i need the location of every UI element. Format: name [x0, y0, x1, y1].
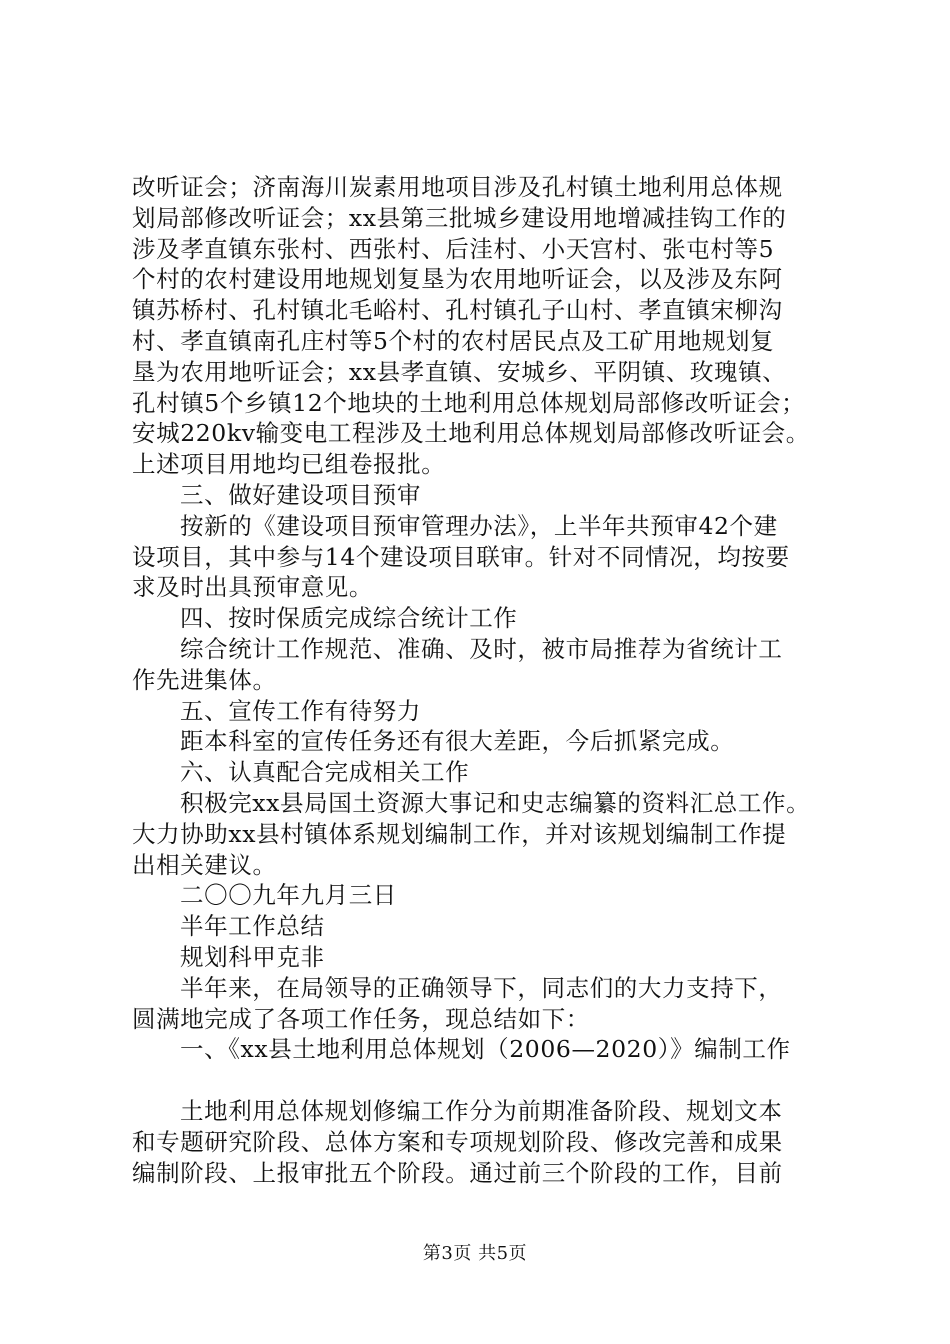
text-line: 规划科甲克非 [180, 942, 325, 971]
document-body [132, 172, 832, 1188]
text-line: 五、宣传工作有待努力 [180, 696, 421, 725]
text-line: 大力协助xx县村镇体系规划编制工作，并对该规划编制工作提 [132, 819, 787, 848]
text-line: 设项目，其中参与14个建设项目联审。针对不同情况，均按要 [132, 542, 790, 571]
text-line: 作先进集体。 [132, 665, 277, 694]
text-line: 二〇〇九年九月三日 [180, 881, 397, 910]
text-line: 村、孝直镇南孔庄村等5个村的农村居民点及工矿用地规划复 [132, 326, 775, 355]
text-line: 和专题研究阶段、总体方案和专项规划阶段、修改完善和成果 [132, 1127, 783, 1156]
text-line: 出相关建议。 [132, 850, 277, 879]
text-line: 三、做好建设项目预审 [180, 480, 421, 509]
text-line: 积极完xx县局国土资源大事记和史志编纂的资料汇总工作。 [180, 788, 811, 817]
text-line: 六、认真配合完成相关工作 [180, 758, 470, 787]
text-line: 距本科室的宣传任务还有很大差距，今后抓紧完成。 [180, 727, 735, 756]
text-line: 个村的农村建设用地规划复垦为农用地听证会，以及涉及东阿 [132, 265, 783, 294]
text-line: 综合统计工作规范、准确、及时，被市局推荐为省统计工 [180, 634, 783, 663]
text-line: 半年工作总结 [180, 912, 325, 941]
text-line: 圆满地完成了各项工作任务，现总结如下： [132, 1004, 590, 1033]
text-line [132, 1065, 832, 1096]
text-line: 安城220kv输变电工程涉及土地利用总体规划局部修改听证会。 [132, 419, 810, 448]
text-line: 涉及孝直镇东张村、西张村、后洼村、小天宫村、张屯村等5 [132, 234, 775, 263]
text-line: 划局部修改听证会；xx县第三批城乡建设用地增减挂钩工作的 [132, 203, 787, 232]
text-line: 垦为农用地听证会；xx县孝直镇、安城乡、平阴镇、玫瑰镇、 [132, 357, 787, 386]
text-line: 镇苏桥村、孔村镇北毛峪村、孔村镇孔子山村、孝直镇宋柳沟 [132, 296, 783, 325]
text-line: 上述项目用地均已组卷报批。 [132, 450, 446, 479]
text-line: 一、《xx县土地利用总体规划（2006—2020）》编制工作 [180, 1035, 791, 1064]
text-line: 孔村镇5个乡镇12个地块的土地利用总体规划局部修改听证会； [132, 388, 806, 417]
text-line: 四、按时保质完成综合统计工作 [180, 604, 518, 633]
text-line: 求及时出具预审意见。 [132, 573, 373, 602]
page-footer: 第3页 共5页 [422, 1243, 528, 1264]
text-line: 半年来，在局领导的正确领导下，同志们的大力支持下， [180, 973, 783, 1002]
text-line: 编制阶段、上报审批五个阶段。通过前三个阶段的工作，目前 [132, 1158, 783, 1187]
text-line: 按新的《建设项目预审管理办法》，上半年共预审42个建 [180, 511, 778, 540]
text-line: 改听证会；济南海川炭素用地项目涉及孔村镇土地利用总体规 [132, 173, 783, 201]
text-line: 土地利用总体规划修编工作分为前期准备阶段、规划文本 [180, 1096, 783, 1125]
